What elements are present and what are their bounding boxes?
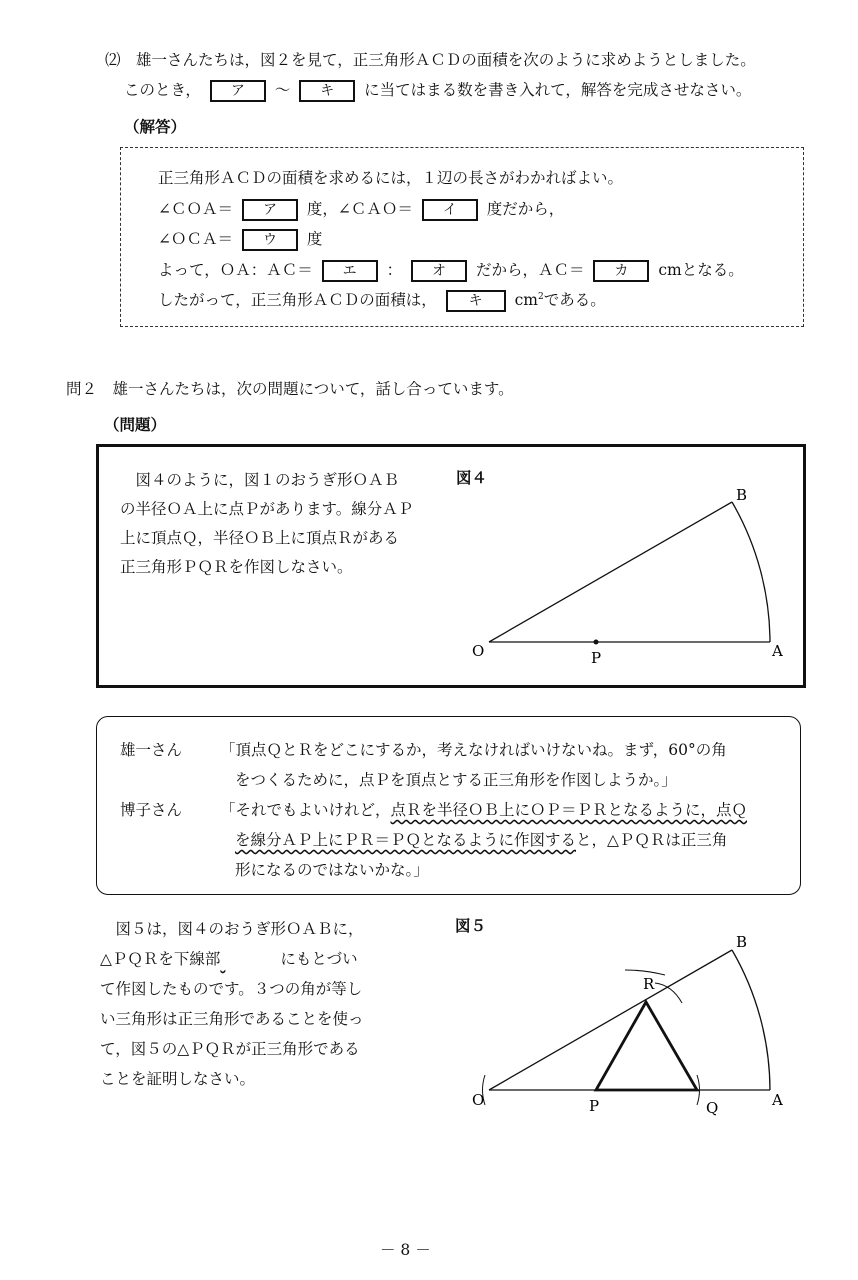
answer-box-a: ア xyxy=(210,80,266,102)
angle-oca-label: ∠ＯＣＡ＝ xyxy=(158,230,233,248)
point-p-label: P xyxy=(589,1097,600,1115)
q2-line2 xyxy=(124,78,751,102)
proof-line: て作図したものです。３つの角が等し xyxy=(100,980,363,998)
answer-box-ki: キ xyxy=(299,80,355,102)
proof-line: 図５は，図４のおうぎ形ＯＡＢに， xyxy=(100,920,364,938)
angle-coa-label: ∠ＣＯＡ＝ xyxy=(158,200,233,218)
page-number: － 8 － xyxy=(380,1241,431,1259)
problem-line: の半径ＯＡ上に点Ｐがあります。線分ＡＰ xyxy=(120,500,414,518)
q2-line2-pre: このとき， xyxy=(124,81,201,99)
point-b-label: B xyxy=(736,933,748,951)
solution-line5-tail: である。 xyxy=(543,291,606,309)
tilde: ～ xyxy=(274,81,291,99)
point-o-label: O xyxy=(472,1091,485,1109)
hiroko-line1-a: 「それでもよいけれど， xyxy=(220,801,391,819)
figure4-label: 図４ xyxy=(456,469,488,487)
answer-box-i: イ xyxy=(422,199,478,221)
q2-line1: ⑵ 雄一さんたちは，図２を見て，正三角形ＡＣＤの面積を次のように求めようとしました。 xyxy=(105,51,756,69)
solution-line2-tail: 度だから， xyxy=(486,200,565,218)
speaker-yuichi: 雄一さん xyxy=(120,741,183,759)
solution-line4 xyxy=(158,258,744,282)
answer-box-o: オ xyxy=(411,260,467,282)
solution-line3 xyxy=(158,227,322,251)
figure4-sector xyxy=(460,480,800,680)
point-p-label: P xyxy=(591,649,602,667)
problem-line: 図４のように，図１のおうぎ形ＯＡＢ xyxy=(120,471,400,489)
angle-cao-label: 度，∠ＣＡＯ＝ xyxy=(306,200,413,218)
proof-line2-b: にもとづい xyxy=(280,950,358,968)
area-label: したがって，正三角形ＡＣＤの面積は， xyxy=(158,291,437,309)
point-q-label: Q xyxy=(706,1099,719,1117)
ratio-label: よって，ＯＡ：ＡＣ＝ xyxy=(158,261,313,279)
proof-line: て，図５の△ＰＱＲが正三角形である xyxy=(100,1040,360,1058)
squared: 2 xyxy=(537,291,544,302)
answer-label: （解答） xyxy=(124,118,187,136)
cm-label: cmとなる。 xyxy=(658,261,744,279)
answer-box-u: ウ xyxy=(242,229,298,251)
yuichi-line1: 「頂点ＱとＲをどこにするか，考えなければいけないね。まず，60°の角 xyxy=(220,741,727,759)
dialog-text xyxy=(120,735,747,885)
problem-text xyxy=(120,466,413,582)
point-r-label: R xyxy=(643,975,655,993)
hiroko-line3: 形になるのではないかな。」 xyxy=(235,861,429,879)
hiroko-underlined-2: を線分ＡＰ上にＰＲ＝ＰＱとなるように作図する xyxy=(235,831,577,849)
figure5-label: 図５ xyxy=(455,917,487,935)
degree-label: 度 xyxy=(306,230,323,248)
figure5-construction xyxy=(460,925,800,1125)
point-b-label: B xyxy=(736,486,748,504)
point-a-label: A xyxy=(772,642,783,660)
point-a-label: A xyxy=(772,1091,783,1109)
answer-box-ka: カ xyxy=(593,260,649,282)
answer-box-ki: キ xyxy=(446,290,506,312)
solution-line2 xyxy=(158,197,564,221)
cm2-label: cm xyxy=(514,291,538,309)
solution-line5 xyxy=(158,288,606,312)
proof-line: ことを証明しなさい。 xyxy=(100,1070,256,1088)
speaker-hiroko: 博子さん xyxy=(120,801,183,819)
colon: ： xyxy=(386,261,403,279)
point-o-label: O xyxy=(472,642,485,660)
problem-line: 上に頂点Ｑ，半径ＯＢ上に頂点Ｒがある xyxy=(120,529,400,547)
problem-label: （問題） xyxy=(104,416,167,434)
solution-line1: 正三角形ＡＣＤの面積を求めるには，１辺の長さがわかればよい。 xyxy=(158,169,624,187)
hiroko-underlined-1: 点Ｒを半径ＯＢ上にＯＰ＝ＰＲとなるように，点Ｑ xyxy=(390,801,748,819)
proof-line2-a: △ＰＱＲを下線部 xyxy=(100,950,221,968)
q2-line2-post: に当てはまる数を書き入れて，解答を完成させなさい。 xyxy=(364,81,752,99)
q2-heading: 問２ 雄一さんたちは，次の問題について，話し合っています。 xyxy=(66,380,514,398)
answer-box-a: ア xyxy=(242,199,298,221)
problem-line: 正三角形ＰＱＲを作図しなさい。 xyxy=(120,558,353,576)
ac-label: だから，ＡＣ＝ xyxy=(475,261,585,279)
proof-text xyxy=(100,914,364,1094)
answer-box-e: エ xyxy=(322,260,378,282)
hiroko-line2-b: と，△ＰＱＲは正三角 xyxy=(576,831,728,849)
yuichi-line2: をつくるために，点Ｐを頂点とする正三角形を作図しようか。」 xyxy=(235,771,677,789)
proof-line: い三角形は正三角形であることを使っ xyxy=(100,1010,364,1028)
wavy-underline-marker xyxy=(220,944,280,974)
